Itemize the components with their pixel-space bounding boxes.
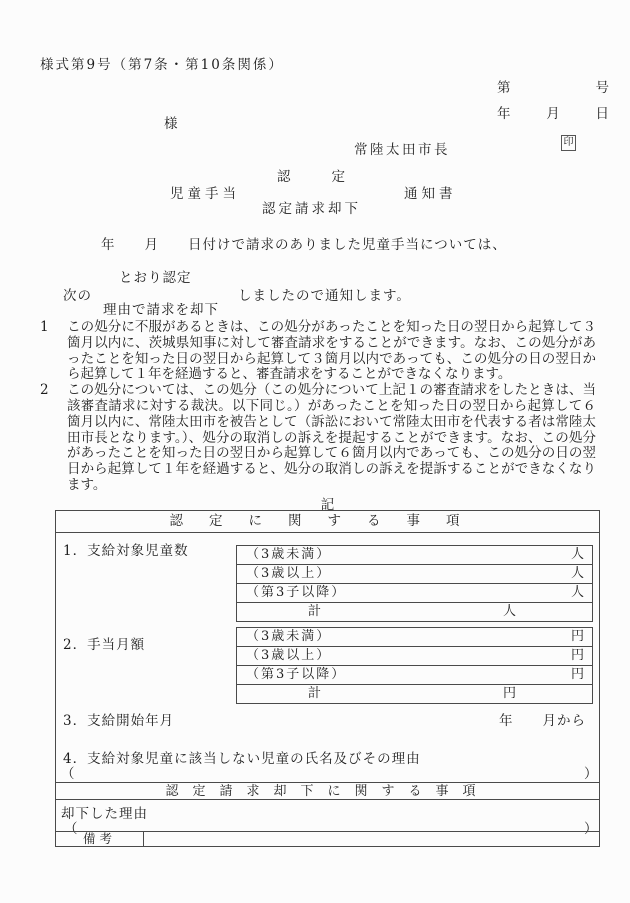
date-year-label: 年 (497, 106, 511, 122)
row-label: 計 (308, 604, 322, 619)
table-row-total (237, 684, 592, 703)
note-text: この処分に不服があるときは、この処分があったことを知った日の翌日から起算して３箇月以内に、茨城県知事に対して審査請求をすることができます。なお、この処分があったことを知った日の翌日から起算して３箇月以内であっても、この処分の日の翌日から起算して１年を経過すると、審査請求をすることができなくなります。 (67, 319, 596, 383)
item3-label: 3．支給開始年月 (63, 713, 175, 729)
note-lawsuit (40, 383, 596, 494)
item1-label: 1．支給対象児童数 (63, 543, 189, 559)
document-number-line (497, 76, 609, 96)
title-option-nintei: 認定 (277, 169, 386, 185)
row-unit: 円 (503, 686, 517, 701)
reject-reason-label: 却下した理由 (61, 806, 148, 822)
remarks-row (56, 831, 599, 846)
item2-amount-box (236, 627, 593, 704)
doc-no-prefix: 第 (497, 80, 511, 96)
note-appeal (40, 320, 596, 383)
item4-paren-open: （ (61, 766, 75, 782)
table-row (237, 583, 592, 602)
table-row (237, 546, 592, 564)
sentence-option-approve: とおり認定 (119, 270, 192, 286)
reject-paren-close: ） (584, 821, 598, 837)
row-label: （3歳以上） (246, 566, 332, 581)
form-number-label: 様式第9号（第7条・第10条関係） (40, 57, 284, 73)
row-unit: 円 (570, 648, 584, 663)
title-subject: 児童手当 (170, 186, 240, 202)
item4-paren-close: ） (584, 766, 598, 782)
legal-notes (40, 320, 596, 494)
row-unit: 人 (570, 547, 584, 562)
row-label: （第3子以降） (246, 585, 347, 600)
row-label: 計 (308, 686, 322, 701)
note-number: 1 (40, 319, 49, 335)
item1-count-box (236, 545, 593, 622)
date-month-label: 月 (546, 106, 560, 122)
date-day-label: 日 (595, 106, 609, 122)
row-label: （3歳未満） (246, 629, 332, 644)
seal-stamp-box: 印 (561, 135, 576, 151)
row-label: （3歳未満） (246, 547, 332, 562)
details-table (55, 510, 600, 847)
title-option-kyakka: 認定請求却下 (262, 201, 361, 217)
issuer-name: 常陸太田市長 (354, 142, 450, 158)
title-suffix: 通知書 (404, 186, 457, 202)
table-row (237, 665, 592, 684)
sentence-option-reject: 理由で請求を却下 (103, 302, 219, 318)
row-label: （第3子以降） (246, 667, 347, 682)
row-unit: 人 (570, 585, 584, 600)
table-header-kyakka: 認定請求却下に関する事項 (56, 782, 599, 800)
row-unit: 円 (570, 629, 584, 644)
ki-heading: 記 (320, 497, 335, 513)
item2-label: 2．手当月額 (63, 637, 146, 653)
row-unit: 円 (570, 667, 584, 682)
table-row (237, 646, 592, 665)
sentence-tail: しましたので通知します。 (238, 288, 411, 304)
sentence-lead: 次の (63, 288, 92, 304)
row-unit: 人 (570, 566, 584, 581)
table-row (237, 628, 592, 646)
note-number: 2 (40, 382, 49, 399)
item3-start-month: 年 月から (499, 713, 586, 729)
issue-date-line (497, 102, 609, 122)
table-header-nintei: 認定に関する事項 (56, 511, 599, 533)
reject-paren-open: （ (64, 821, 78, 837)
request-date-sentence: 年 月 日付けで請求のありました児童手当については、 (101, 237, 507, 253)
row-unit: 人 (503, 604, 517, 619)
note-text: この処分については、この処分（この処分について上記１の審査請求をしたときは、当該審査請求に対する裁決。以下同じ。）があったことを知った日の翌日から起算して６箇月以内に、常陸太田市を被告として（訴訟において常陸太田市を代表する者は常陸太田市長となります。）、処分の取消しの訴えを提起することができます。なお、この処分があったことを知った日の翌日から起算して６箇月以内であっても、この処分の日の翌日から起算して１年を経過すると、処分の取消しの訴えを提訴することができなくなります。 (67, 382, 596, 493)
row-label: （3歳以上） (246, 648, 332, 663)
table-row-total (237, 602, 592, 621)
doc-no-suffix: 号 (595, 80, 609, 96)
remarks-label-cell: 備考 (56, 832, 144, 846)
recipient-suffix: 様 (164, 116, 180, 132)
table-row (237, 564, 592, 583)
item4-label: 4．支給対象児童に該当しない児童の氏名及びその理由 (63, 751, 421, 767)
